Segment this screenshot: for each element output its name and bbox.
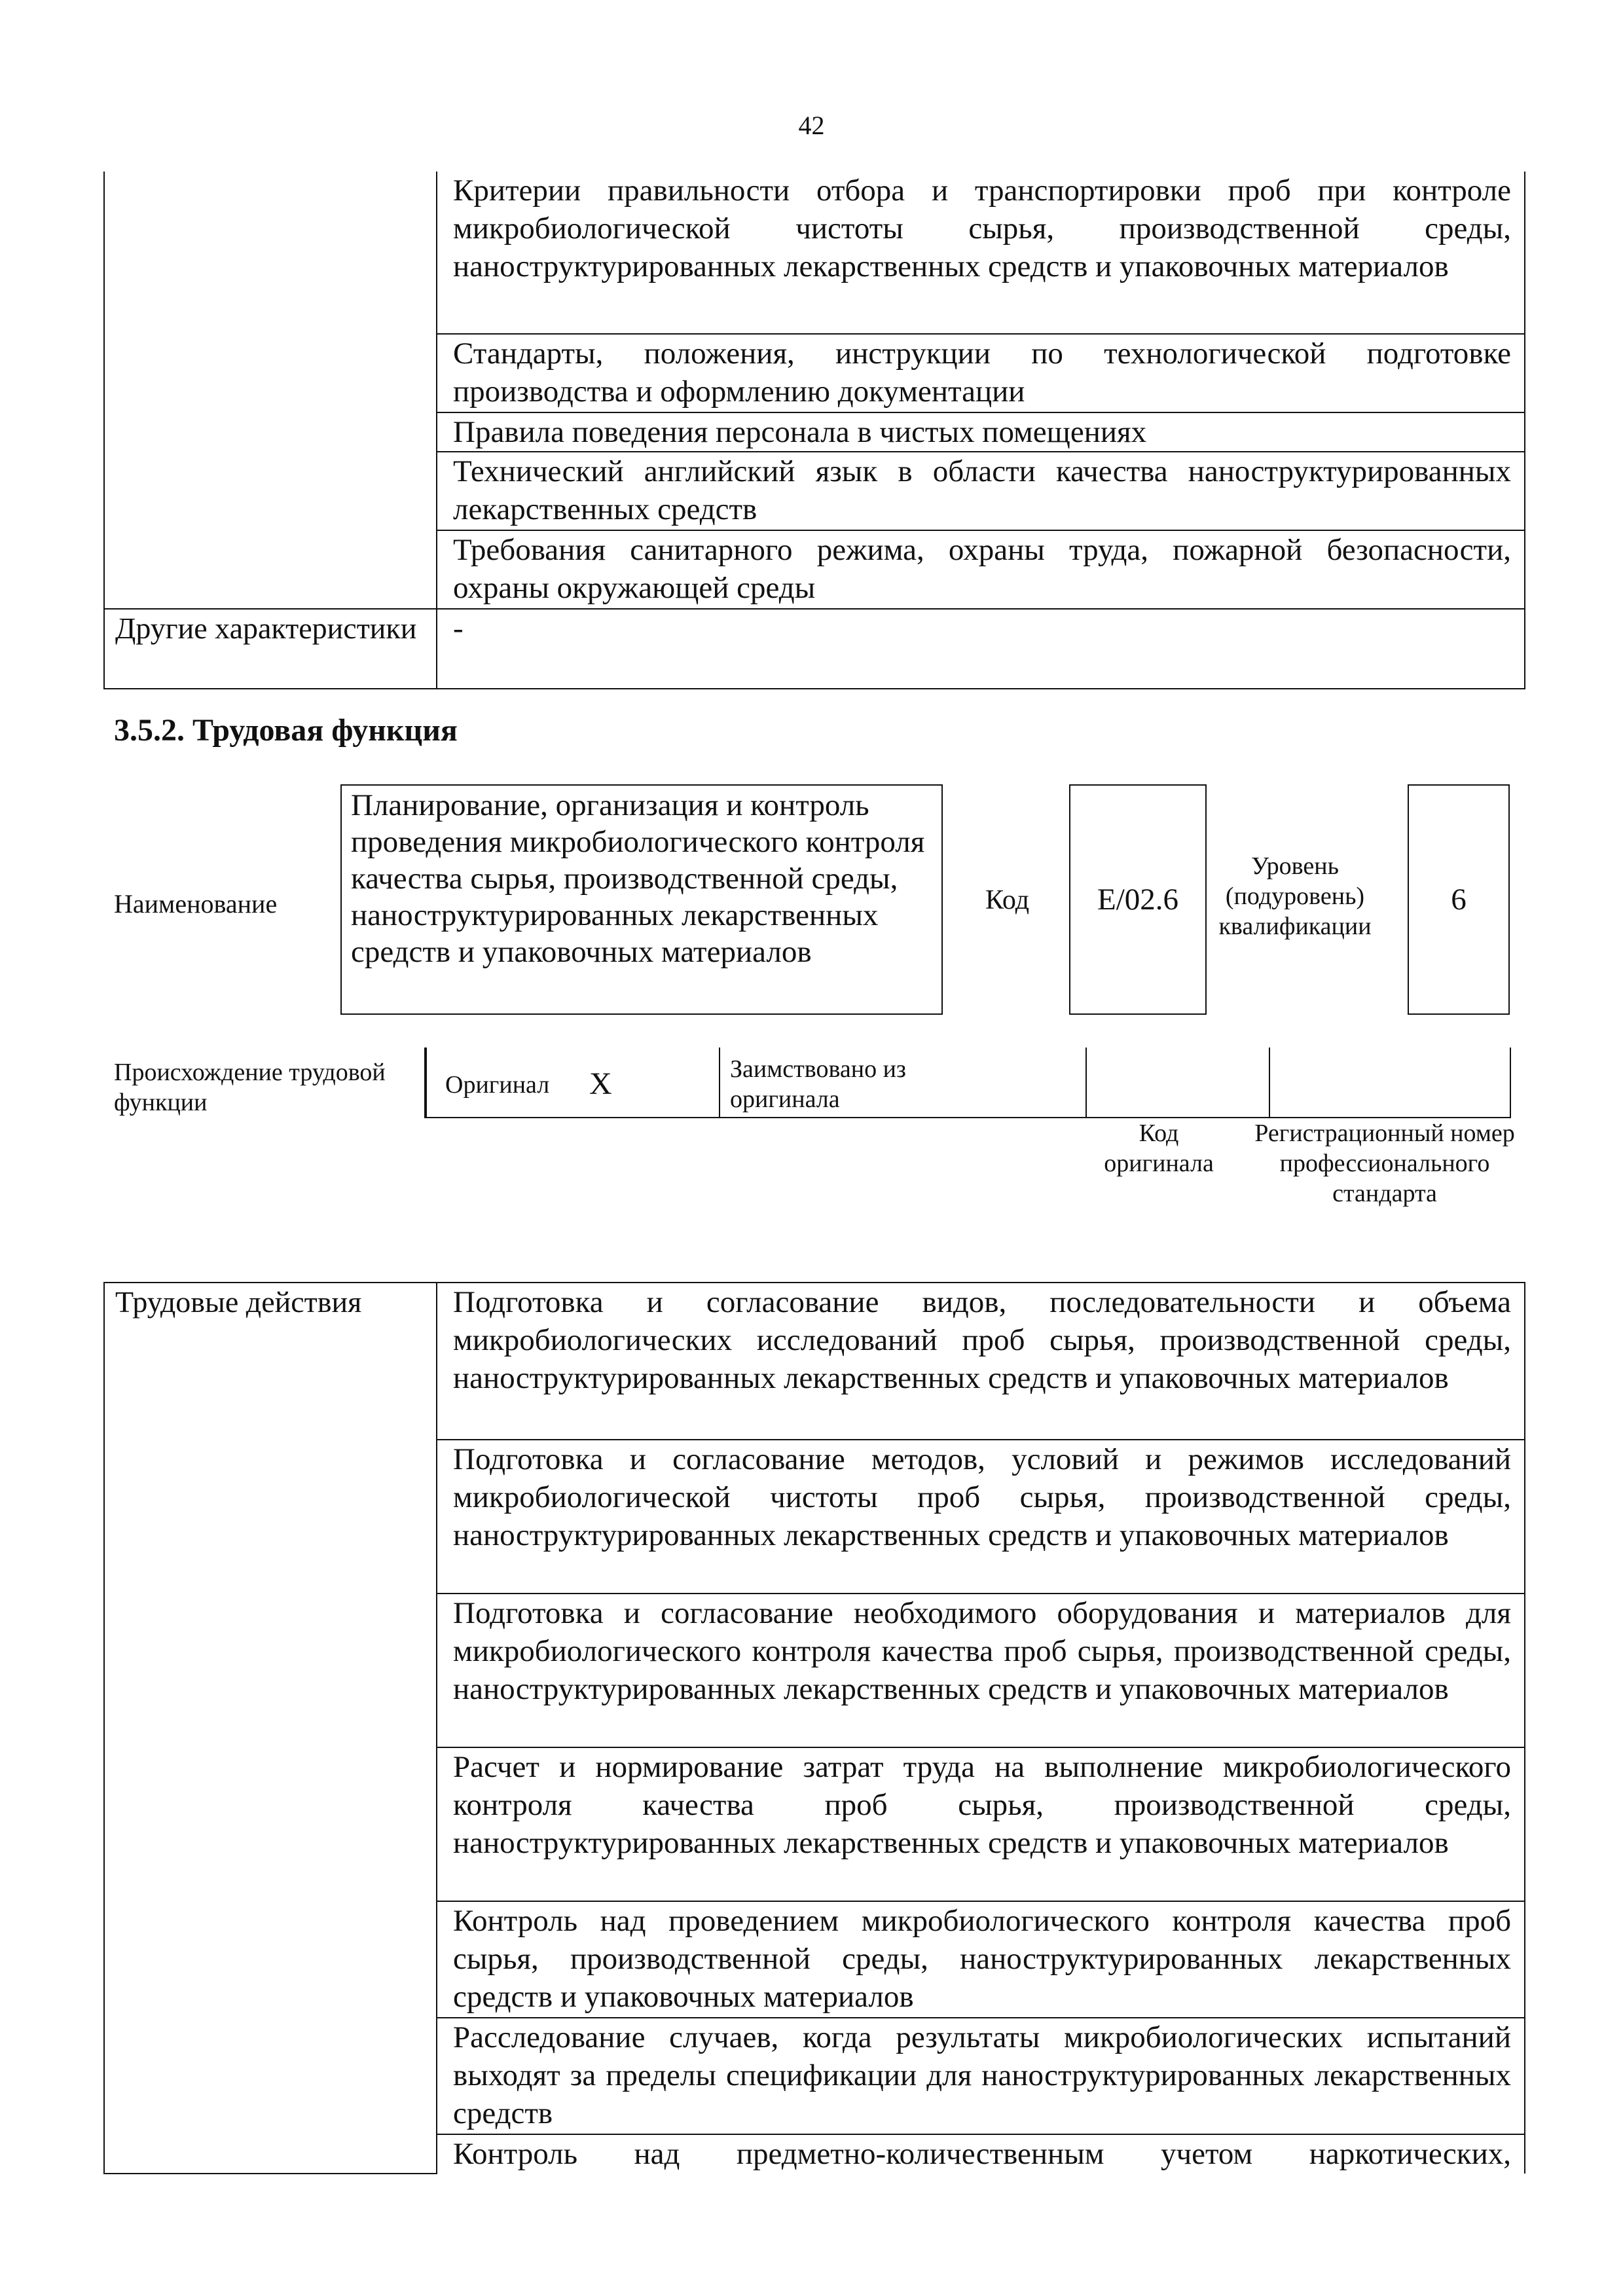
- origin-code-cell: [1087, 1048, 1270, 1118]
- original-label: Оригинал: [445, 1071, 550, 1099]
- origin-bar: [424, 1048, 1511, 1118]
- function-name-value: Планирование, организация и контроль проведения микробиологического контроля качества сырья, производственной среды, наноструктурированных лекарственных средств и упаковочных материалов: [351, 788, 925, 969]
- knowledge-item: Технический английский язык в области качества наноструктурированных лекарственных средств: [453, 454, 1511, 526]
- other-characteristics-value: -: [453, 611, 464, 646]
- table-row: [437, 334, 1525, 412]
- labor-action-item: Контроль над проведением микробиологического контроля качества проб сырья, производственной среды, наноструктурированных лекарственных средств и упаковочных материалов: [453, 1904, 1511, 2014]
- labor-action-item: Контроль над предметно-количественным учетом наркотических,: [453, 2137, 1511, 2171]
- labor-action-item: Подготовка и согласование видов, последовательности и объема микробиологических исследований проб сырья, производственной среды, наноструктурированных лекарственных средств и упаковочных материалов: [453, 1285, 1511, 1395]
- labor-actions-table: [103, 1282, 1525, 2174]
- table-row: [437, 2134, 1525, 2174]
- knowledge-item: Требования санитарного режима, охраны труда, пожарной безопасности, охраны окружающей среды: [453, 533, 1511, 605]
- level-label: Уровень (подуровень) квалификации: [1218, 852, 1372, 940]
- table-row: [437, 1594, 1525, 1747]
- code-original-caption: Код оригинала: [1104, 1120, 1214, 1177]
- table-row: [437, 1901, 1525, 2018]
- function-name-box: [340, 784, 943, 1015]
- labor-action-item: Подготовка и согласование необходимого оборудования и материалов для микробиологического контроля качества проб сырья, производственной среды, наноструктурированных лекарственных средств и упаковочных материалов: [453, 1596, 1511, 1706]
- table-row: [437, 1440, 1525, 1594]
- table-row: [437, 412, 1525, 452]
- table-row: [437, 1283, 1525, 1440]
- knowledge-label-cell: [104, 172, 437, 609]
- knowledge-item: Стандарты, положения, инструкции по технологической подготовке производства и оформлению документации: [453, 337, 1511, 409]
- table-row: [437, 452, 1525, 530]
- knowledge-table: [103, 172, 1525, 689]
- labor-actions-label: Трудовые действия: [115, 1285, 362, 1319]
- level-box: [1408, 784, 1510, 1015]
- labor-action-item: Расследование случаев, когда результаты микробиологических испытаний выходят за пределы спецификации для наноструктурированных лекарственных средств: [453, 2020, 1511, 2130]
- knowledge-item: Критерии правильности отбора и транспортировки проб при контроле микробиологической чистоты сырья, производственной среды, наноструктурированных лекарственных средств и упаковочных материалов: [453, 173, 1511, 283]
- section-title: 3.5.2. Трудовая функция: [114, 713, 458, 748]
- original-mark: X: [589, 1066, 612, 1101]
- origin-reg-cell: [1270, 1048, 1511, 1118]
- labor-action-item: Подготовка и согласование методов, условий и режимов исследований микробиологической чистоты проб сырья, производственной среды, наноструктурированных лекарственных средств и упаковочных материалов: [453, 1442, 1511, 1552]
- code-label: Код: [985, 885, 1030, 915]
- table-row: [437, 2018, 1525, 2134]
- labor-action-item: Расчет и нормирование затрат труда на выполнение микробиологического контроля качества проб сырья, производственной среды, наноструктурированных лекарственных средств и упаковочных материалов: [453, 1750, 1511, 1860]
- table-row: [437, 1747, 1525, 1901]
- other-characteristics-label: Другие характеристики: [115, 611, 417, 645]
- other-characteristics-label-cell: [104, 609, 437, 689]
- borrowed-label: Заимствовано из оригинала: [730, 1055, 906, 1113]
- table-row: [437, 530, 1525, 609]
- level-value: 6: [1451, 883, 1467, 917]
- page-number: 42: [798, 111, 825, 140]
- registration-number-caption: Регистрационный номер профессионального стандарта: [1254, 1120, 1515, 1207]
- name-label: Наименование: [114, 889, 278, 919]
- knowledge-item: Правила поведения персонала в чистых помещениях: [453, 415, 1147, 449]
- origin-label: Происхождение трудовой функции: [114, 1059, 386, 1116]
- other-characteristics-value-cell: [437, 609, 1525, 689]
- table-row: [437, 172, 1525, 334]
- labor-actions-label-cell: [104, 1283, 437, 2174]
- code-box: [1069, 784, 1207, 1015]
- code-value: E/02.6: [1097, 883, 1179, 917]
